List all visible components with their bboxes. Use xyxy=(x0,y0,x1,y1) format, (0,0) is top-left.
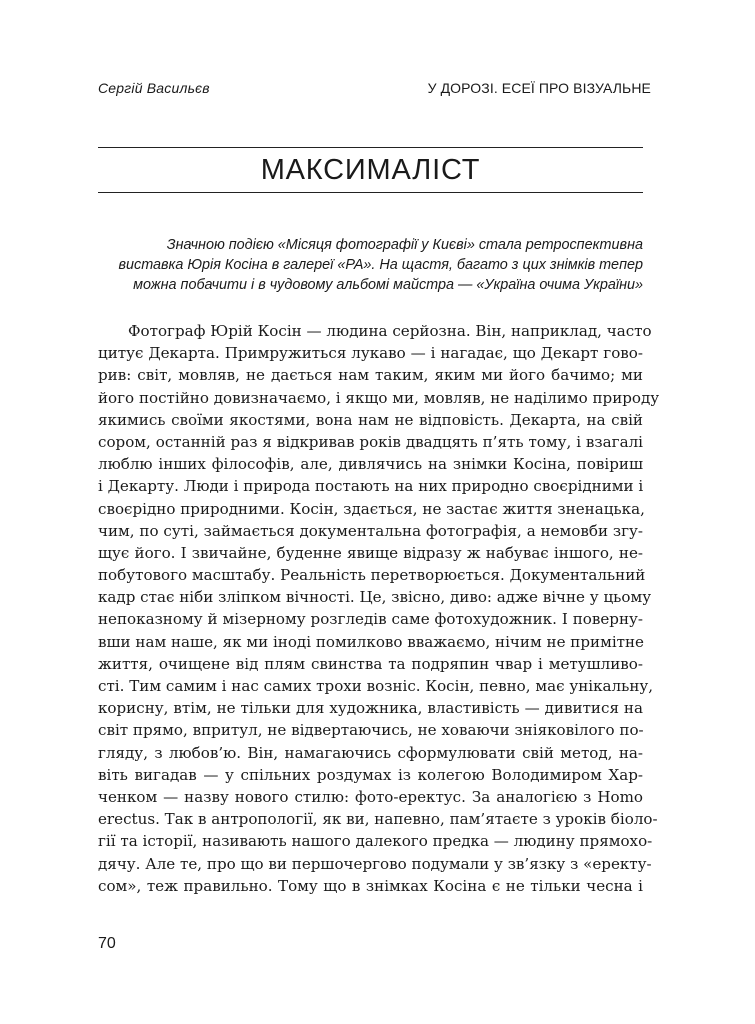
body-text xyxy=(98,320,660,897)
body-line: світ прямо, впритул, не відвертаючись, не ховаючи зніяковілого по- xyxy=(98,721,644,740)
epigraph-line: виставка Юрія Косіна в галереї «РА». На щастя, багато з цих знімків тепер xyxy=(118,257,643,273)
body-line: гляду, з любов’ю. Він, намагаючись сформулювати свій метод, на- xyxy=(98,743,643,762)
body-line: чим, по суті, займається документальна фотографія, а немовби згу- xyxy=(98,521,643,540)
body-line: сті. Тим самим і нас самих трохи возніс. Косін, певно, має унікальну, xyxy=(98,677,654,695)
title-rule-bottom xyxy=(98,192,643,193)
body-line: erectus. Так в антропології, як ви, напевно, пам’ятаєте з уроків біоло- xyxy=(98,810,658,829)
body-line: дячу. Але те, про що ви першочергово подумали у зв’язку з «еректу- xyxy=(98,854,652,873)
body-line: непоказному й мізерному розгледів саме фотохудожник. І поверну- xyxy=(98,610,643,629)
epigraph-line: Значною подією «Місяця фотографії у Києві» стала ретроспективна xyxy=(166,237,643,253)
body-line: якимись своїми якостями, вона нам не відповість. Декарта, на свій xyxy=(98,410,643,429)
body-line: ченком — назву нового стилю: фото-еректус. За аналогією з Homo xyxy=(98,787,643,806)
epigraph-line: можна побачити і в чудовому альбомі майстра — «Україна очима України» xyxy=(133,277,643,293)
page-number: 70 xyxy=(98,935,116,952)
body-line: сом», теж правильно. Тому що в знімках Косіна є не тільки чесна і xyxy=(98,876,643,895)
body-line: життя, очищене від плям свинства та подряпин чвар і метушливо- xyxy=(98,654,643,673)
body-line: і Декарту. Люди і природа постають на них природно своєрідними і xyxy=(98,477,644,496)
body-line: рив: світ, мовляв, не дається нам таким, яким ми його бачимо; ми xyxy=(98,366,643,385)
body-line: побутового масштабу. Реальність перетворюється. Документальний xyxy=(98,566,646,585)
body-line: щує його. І звичайне, буденне явище відразу ж набуває іншого, не- xyxy=(98,543,643,562)
body-line: Фотограф Юрій Косін — людина серйозна. Він, наприклад, часто xyxy=(128,322,652,340)
body-line: віть вигадав — у спільних роздумах із колегою Володимиром Хар- xyxy=(98,765,643,784)
body-line: кадр стає ніби зліпком вічності. Це, звісно, диво: адже вічне у цьому xyxy=(98,588,652,607)
body-line: люблю інших філософів, але, дивлячись на знімки Косіна, повіриш xyxy=(98,455,643,474)
body-line: сором, останній раз я відкривав років двадцять п’ять тому, і взагалі xyxy=(98,432,643,451)
body-line: своєрідно природними. Косін, здається, не застає життя зненацька, xyxy=(98,499,645,518)
running-header-author: Сергій Васильєв xyxy=(98,80,210,96)
body-line: корисну, втім, не тільки для художника, властивість — дивитися на xyxy=(98,699,643,718)
body-line: гії та історії, називають нашого далекого предка — людину прямохо- xyxy=(98,832,653,851)
body-line: його постійно довизначаємо, і якщо ми, мовляв, не наділимо природу xyxy=(98,388,660,407)
chapter-title: МАКСИМАЛІСТ xyxy=(260,154,481,186)
body-line: цитує Декарта. Примружиться лукаво — і нагадає, що Декарт гово- xyxy=(98,344,643,363)
body-line: вши нам наше, як ми іноді помилково вважаємо, нічим не примітне xyxy=(98,632,644,651)
running-header-book-title: У ДОРОЗІ. ЕСЕЇ ПРО ВІЗУАЛЬНЕ xyxy=(427,80,651,96)
title-rule-top xyxy=(98,147,643,148)
epigraph xyxy=(98,235,643,295)
